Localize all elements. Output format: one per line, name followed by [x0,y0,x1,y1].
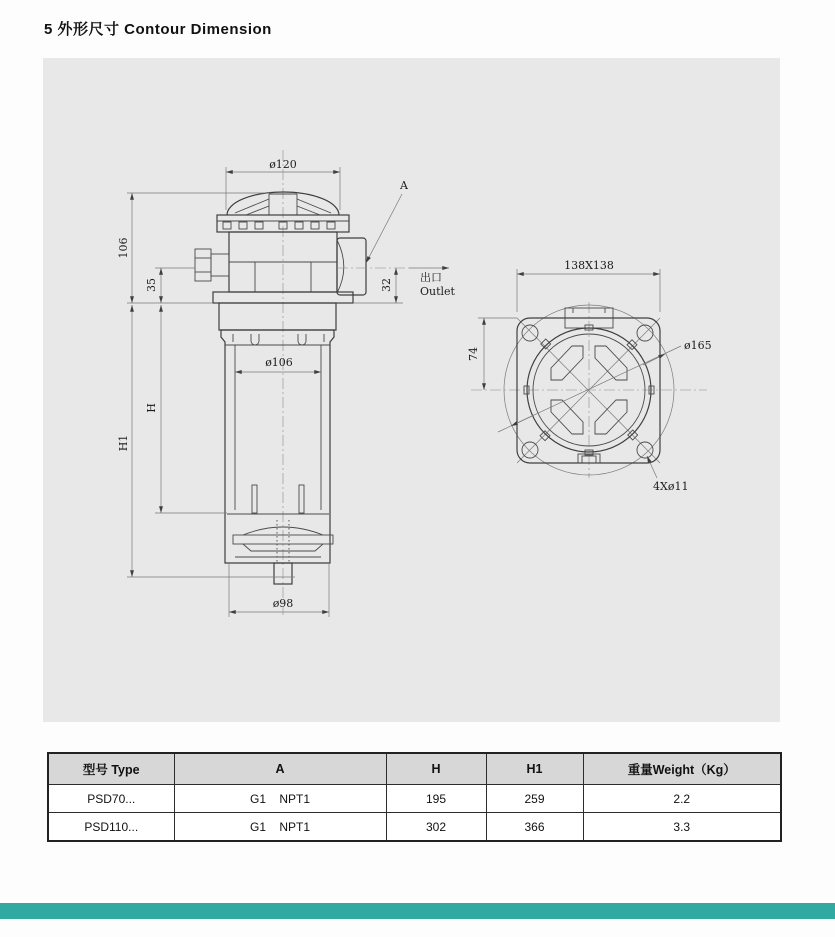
cell-weight: 3.3 [583,813,781,842]
dim-plug-offset: 35 [145,278,158,292]
col-header-a: A [174,753,386,785]
flange-view-drawing [467,259,712,493]
cell-type: PSD70... [48,785,174,813]
table-header-row [48,753,781,785]
bolt-hole-br [637,442,653,458]
dim-outer-dia: ø165 [684,339,712,352]
col-header-weight: 重量Weight（Kg） [583,753,781,785]
dia-165-arrow-1 [643,354,665,365]
dim-outlet-offset: 32 [380,278,393,292]
contour-dimension-drawing [43,58,780,722]
outlet-label-en: Outlet [420,285,455,298]
dia-165-arrow-2 [511,415,534,426]
col-header-type: 型号 Type [48,753,174,785]
table-row [48,785,781,813]
outlet-label-cn: 出口 [420,271,442,284]
outlet-port [337,238,366,295]
cell-h1: 259 [486,785,583,813]
table-row [48,813,781,842]
neck [219,303,336,330]
footer-accent-bar [0,903,835,919]
detail-a-leader [366,194,402,263]
dim-square: 138X138 [564,259,614,272]
col-header-h1: H1 [486,753,583,785]
side-plug [195,249,229,281]
dim-h1: H1 [117,434,130,452]
dim-body-dia: ø106 [265,356,293,369]
dim-h: H [145,403,158,413]
cell-weight: 2.2 [583,785,781,813]
cell-h1: 366 [486,813,583,842]
cell-h: 302 [386,813,486,842]
dim-half-height: 74 [467,347,480,361]
cell-h: 195 [386,785,486,813]
col-header-h: H [386,753,486,785]
extension-lines-left [127,167,403,617]
dim-bottom-dia: ø98 [272,597,294,610]
dim-head-height: 106 [117,237,130,259]
dimension-table [47,752,782,842]
side-view-drawing [117,150,456,617]
dim-top-dia: ø120 [269,158,297,171]
page-title: 5 外形尺寸 Contour Dimension [44,21,272,38]
detail-a-label: A [400,179,408,192]
dim-holes: 4Xø11 [653,480,689,493]
technical-drawing-panel [43,58,780,722]
cell-a: G1 NPT1 [174,813,386,842]
cell-a: G1 NPT1 [174,785,386,813]
cell-type: PSD110... [48,813,174,842]
bolt-hole-tl [522,325,538,341]
